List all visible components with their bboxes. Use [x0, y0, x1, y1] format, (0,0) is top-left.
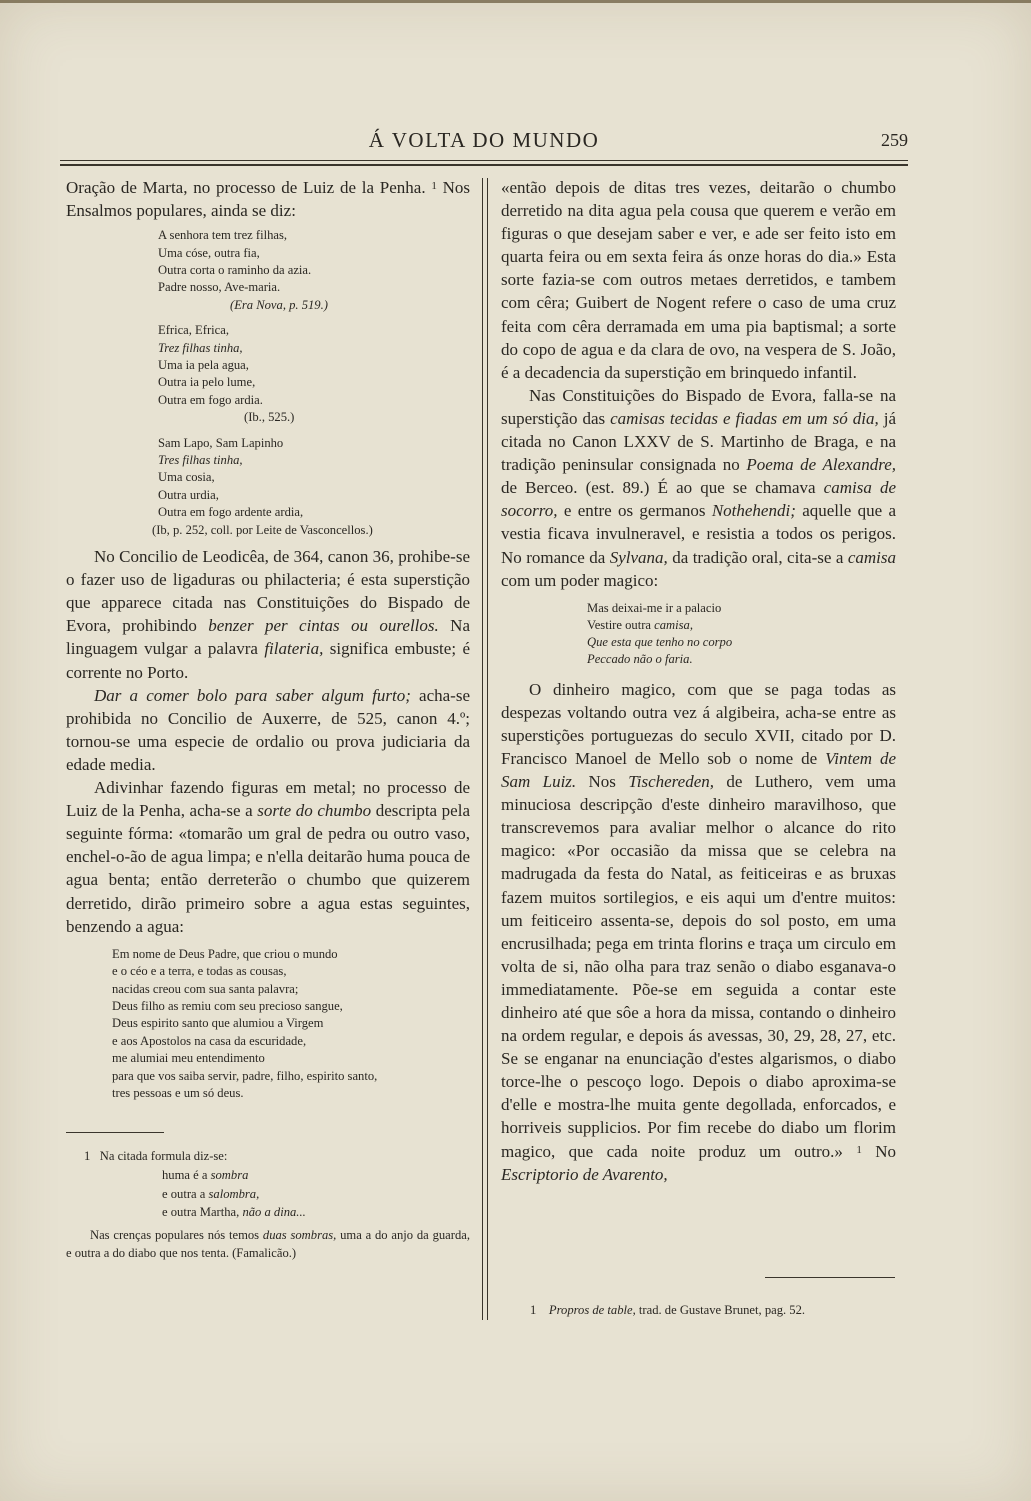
verse-line: Efrica, Efrica, [158, 323, 229, 338]
emphasis: camisa de socorro, [501, 478, 896, 521]
verse-line: Que esta que tenho no corpo [587, 634, 733, 649]
emphasis: Dar a comer bolo para saber algum furto; [94, 685, 411, 705]
header-rule-thin [60, 160, 908, 161]
verse-line: Outra em fogo ardente ardia, [158, 505, 304, 520]
emphasis: filateria, [264, 639, 324, 659]
verse-source: (Ib., 525.) [244, 410, 295, 425]
verse-line: e o céo e a terra, e todas as cousas, [112, 964, 287, 979]
verse-line: para que vos saiba servir, padre, filho, espirito santo, [112, 1068, 378, 1083]
text: No [861, 1141, 897, 1161]
footnote-intro: 1 Na citada formula diz-se: [84, 1149, 228, 1164]
verse-line: Peccado não o faria. [587, 651, 693, 666]
paragraph [501, 678, 896, 1186]
verse-line: Vestire outra camisa, [587, 617, 693, 632]
paragraph [66, 776, 470, 938]
verse-block [158, 227, 470, 314]
verse-line: Em nome de Deus Padre, que criou o mundo [112, 946, 338, 961]
emphasis: Vintem de Sam Luiz. [501, 748, 897, 792]
text: Oração de Marta, no processo de Luiz de la Penha. [66, 178, 426, 197]
verse-line: Sam Lapo, Sam Lapinho [158, 435, 284, 450]
verse-line: Uma cóse, outra fia, [158, 245, 260, 260]
text: acha-se prohibida no Concilio de Auxerre, de 525, canon 4.º; tornou-se uma especie de ordalio ou prova judiciaria da edade media. [66, 685, 470, 774]
emphasis: camisas tecidas e fiadas em um só dia, [610, 408, 879, 428]
footnote [66, 1147, 470, 1263]
paragraph [501, 384, 896, 592]
text: e entre os germanos [557, 501, 712, 521]
verse-line: Outra urdia, [158, 487, 219, 502]
emphasis: Sylvana, [609, 547, 668, 567]
verse-line: Mas deixai-me ir a palacio [587, 600, 722, 615]
right-column [501, 176, 896, 1186]
verse-line: Deus espirito santo que alumiou a Virgem [112, 1016, 324, 1031]
text: descripta pela seguinte fórma: «tomarão um gral de pedra ou outro vaso, enchel-o-ão de agua limpa; e n'ella deitarão huma pouca de agua benta; então derreterão o chumbo que quizerem derretido, dirão primeiro sobre a agua estas seguintes, benzendo a agua: [66, 801, 470, 936]
verse-line: tres pessoas e um só deus. [112, 1085, 244, 1100]
paragraph [66, 176, 470, 222]
verse-block [152, 435, 470, 539]
verse-line: Deus filho as remiu com seu precioso sangue, [112, 998, 343, 1013]
verse-line: Outra em fogo ardia. [158, 392, 263, 407]
footnote-verse-line: e outra Martha, não a dina... [162, 1205, 306, 1220]
page-top-edge [0, 0, 1031, 3]
emphasis: benzer per cintas ou ourellos. [208, 616, 439, 636]
text: Nas Constituições do Bispado de Evora, falla-se na superstição das [501, 385, 896, 428]
left-column [66, 176, 470, 1263]
paragraph [66, 545, 470, 684]
emphasis: Poema de Alexandre, [746, 455, 896, 475]
page-number: 259 [881, 130, 908, 150]
text: Adivinhar fazendo figuras em metal; no processo de Luiz de la Penha, acha-se a [66, 778, 470, 821]
footnote [530, 1303, 805, 1318]
footnote-rule [66, 1132, 164, 1133]
footnote-verse-line: e outra a salombra, [162, 1186, 260, 1201]
verse-line: Tres filhas tinha, [158, 453, 243, 468]
verse-block [587, 600, 896, 668]
verse-line: Uma cosia, [158, 470, 215, 485]
verse-block [158, 322, 470, 426]
text: com um poder magico: [501, 570, 659, 590]
paragraph [66, 684, 470, 776]
verse-line: e aos Apostolos na casa da escuridade, [112, 1033, 307, 1048]
emphasis: Tischereden, [628, 772, 714, 792]
verse-source: (Ib, p. 252, coll. por Leite de Vasconcellos.) [152, 522, 373, 537]
verse-line: Padre nosso, Ave-maria. [158, 280, 281, 295]
verse-line: nacidas creou com sua santa palavra; [112, 981, 299, 996]
verse-source: (Era Nova, p. 519.) [230, 297, 328, 312]
paragraph: «então depois de ditas tres vezes, deitarão o chumbo derretido na dita agua pela cousa que querem e verão em figuras o que desejam saber e ver, e ade ser feito isto em quarta feira ou em sexta feira ás onze horas do dia.» Esta sorte fazia-se com outros metaes derretidos, e tambem com cêra; Guibert de Nogent refere o caso de uma cruz feita com cêra derramada em uma pia baptismal; a sorte do copo de agua e da clara de ovo, na vespera de S. João, é a decadencia da superstição em brinquedo infantil. [501, 178, 896, 382]
text: Nos Ensalmos populares, ainda se diz: [66, 178, 470, 221]
emphasis: camisa [847, 547, 896, 567]
text: já citada no Canon LXXV de S. Martinho de Braga, e na tradição peninsular consignada no [501, 408, 896, 475]
verse-line: A senhora tem trez filhas, [158, 228, 288, 243]
column-separator [487, 178, 488, 1320]
text: aquelle que a vestia ficava invulneravel, e resistia a todos os perigos. No romance da [501, 501, 896, 567]
footnote-verse-line: huma é a sombra [162, 1167, 249, 1182]
text: Nos [576, 772, 629, 792]
running-header [60, 128, 908, 160]
emphasis: Escriptorio de Avarento, [501, 1164, 668, 1184]
text: de Berceo. (est. 89.) É ao que se chamava [501, 478, 824, 498]
column-separator [482, 178, 483, 1320]
page-title: Á VOLTA DO MUNDO [368, 128, 600, 152]
emphasis: Propros de table, [548, 1303, 636, 1317]
footnote-rule [765, 1277, 895, 1278]
footnote-marker: 1 [856, 1143, 862, 1156]
prayer-block [112, 946, 470, 1103]
text: No Concilio de Leodicêa, de 364, canon 36, prohibe-se o fazer uso de ligaduras ou philacteria; é esta superstição que apparece citada nas Constituições do Bispado de Evora, prohibindo [66, 547, 470, 636]
text: O dinheiro magico, com que se paga todas as despezas voltando outra vez á algibeira, acha-se entre as superstições portuguezas do seculo XVII, citado por D. Francisco Manoel de Mello sob o nome de [501, 679, 896, 768]
verse-line: Outra corta o raminho da azia. [158, 263, 312, 277]
text: Na linguagem vulgar a palavra [66, 616, 471, 659]
text: trad. de Gustave Brunet, pag. 52. [635, 1303, 806, 1317]
text: da tradição oral, cita-se a [667, 547, 848, 567]
text: significa embuste; é corrente no Porto. [66, 639, 470, 682]
emphasis: sorte do chumbo [257, 801, 372, 821]
text: de Luthero, vem uma minuciosa descripção d'este dinheiro maravilhoso, que transcrevemos para avaliar melhor o alcance do rito magico: «Por occasião da missa que se celebra na madrugada da festa do Natal, as feiticeiras e as bruxas fazem muitos sortilegios, e eis aqui um d'entre muitos: um feiticeiro assenta-se, depois do sol posto, em uma encrusilhada; pega em trinta florins e traça um circulo em volta de si, não olha para traz senão o diabo esganava-o immediatamente. Põe-se em seguida a contar este dinheiro até que sôe a hora da missa, contando o dinheiro na ordem regular, e depois ás avessas, 30, 29, 28, 27, etc. Se se enganar na enunciação d'estes algarismos, o diabo torce-lhe o pescoço logo. Depois o diabo aproxima-se d'elle e mostra-lhe muita gente degollada, enforcados, e horriveis supplicios. Por fim recebe do diabo um florim magico, que cada noite produz um outro.» [501, 772, 896, 1161]
verse-line: Outra ia pelo lume, [158, 375, 256, 390]
emphasis: Nothehendi; [711, 501, 796, 521]
verse-line: Trez filhas tinha, [158, 340, 243, 355]
verse-line: Uma ia pela agua, [158, 358, 249, 373]
footnote-paragraph: Nas crenças populares nós temos duas sombras, uma a do anjo da guarda, e outra a do diabo que nos tenta. (Famalicão.) [66, 1227, 470, 1261]
header-rule-thick [60, 164, 908, 166]
verse-line: me alumiai meu entendimento [112, 1051, 265, 1066]
footnote-marker: 1 [431, 180, 437, 192]
footnote-number: 1 [530, 1303, 537, 1317]
